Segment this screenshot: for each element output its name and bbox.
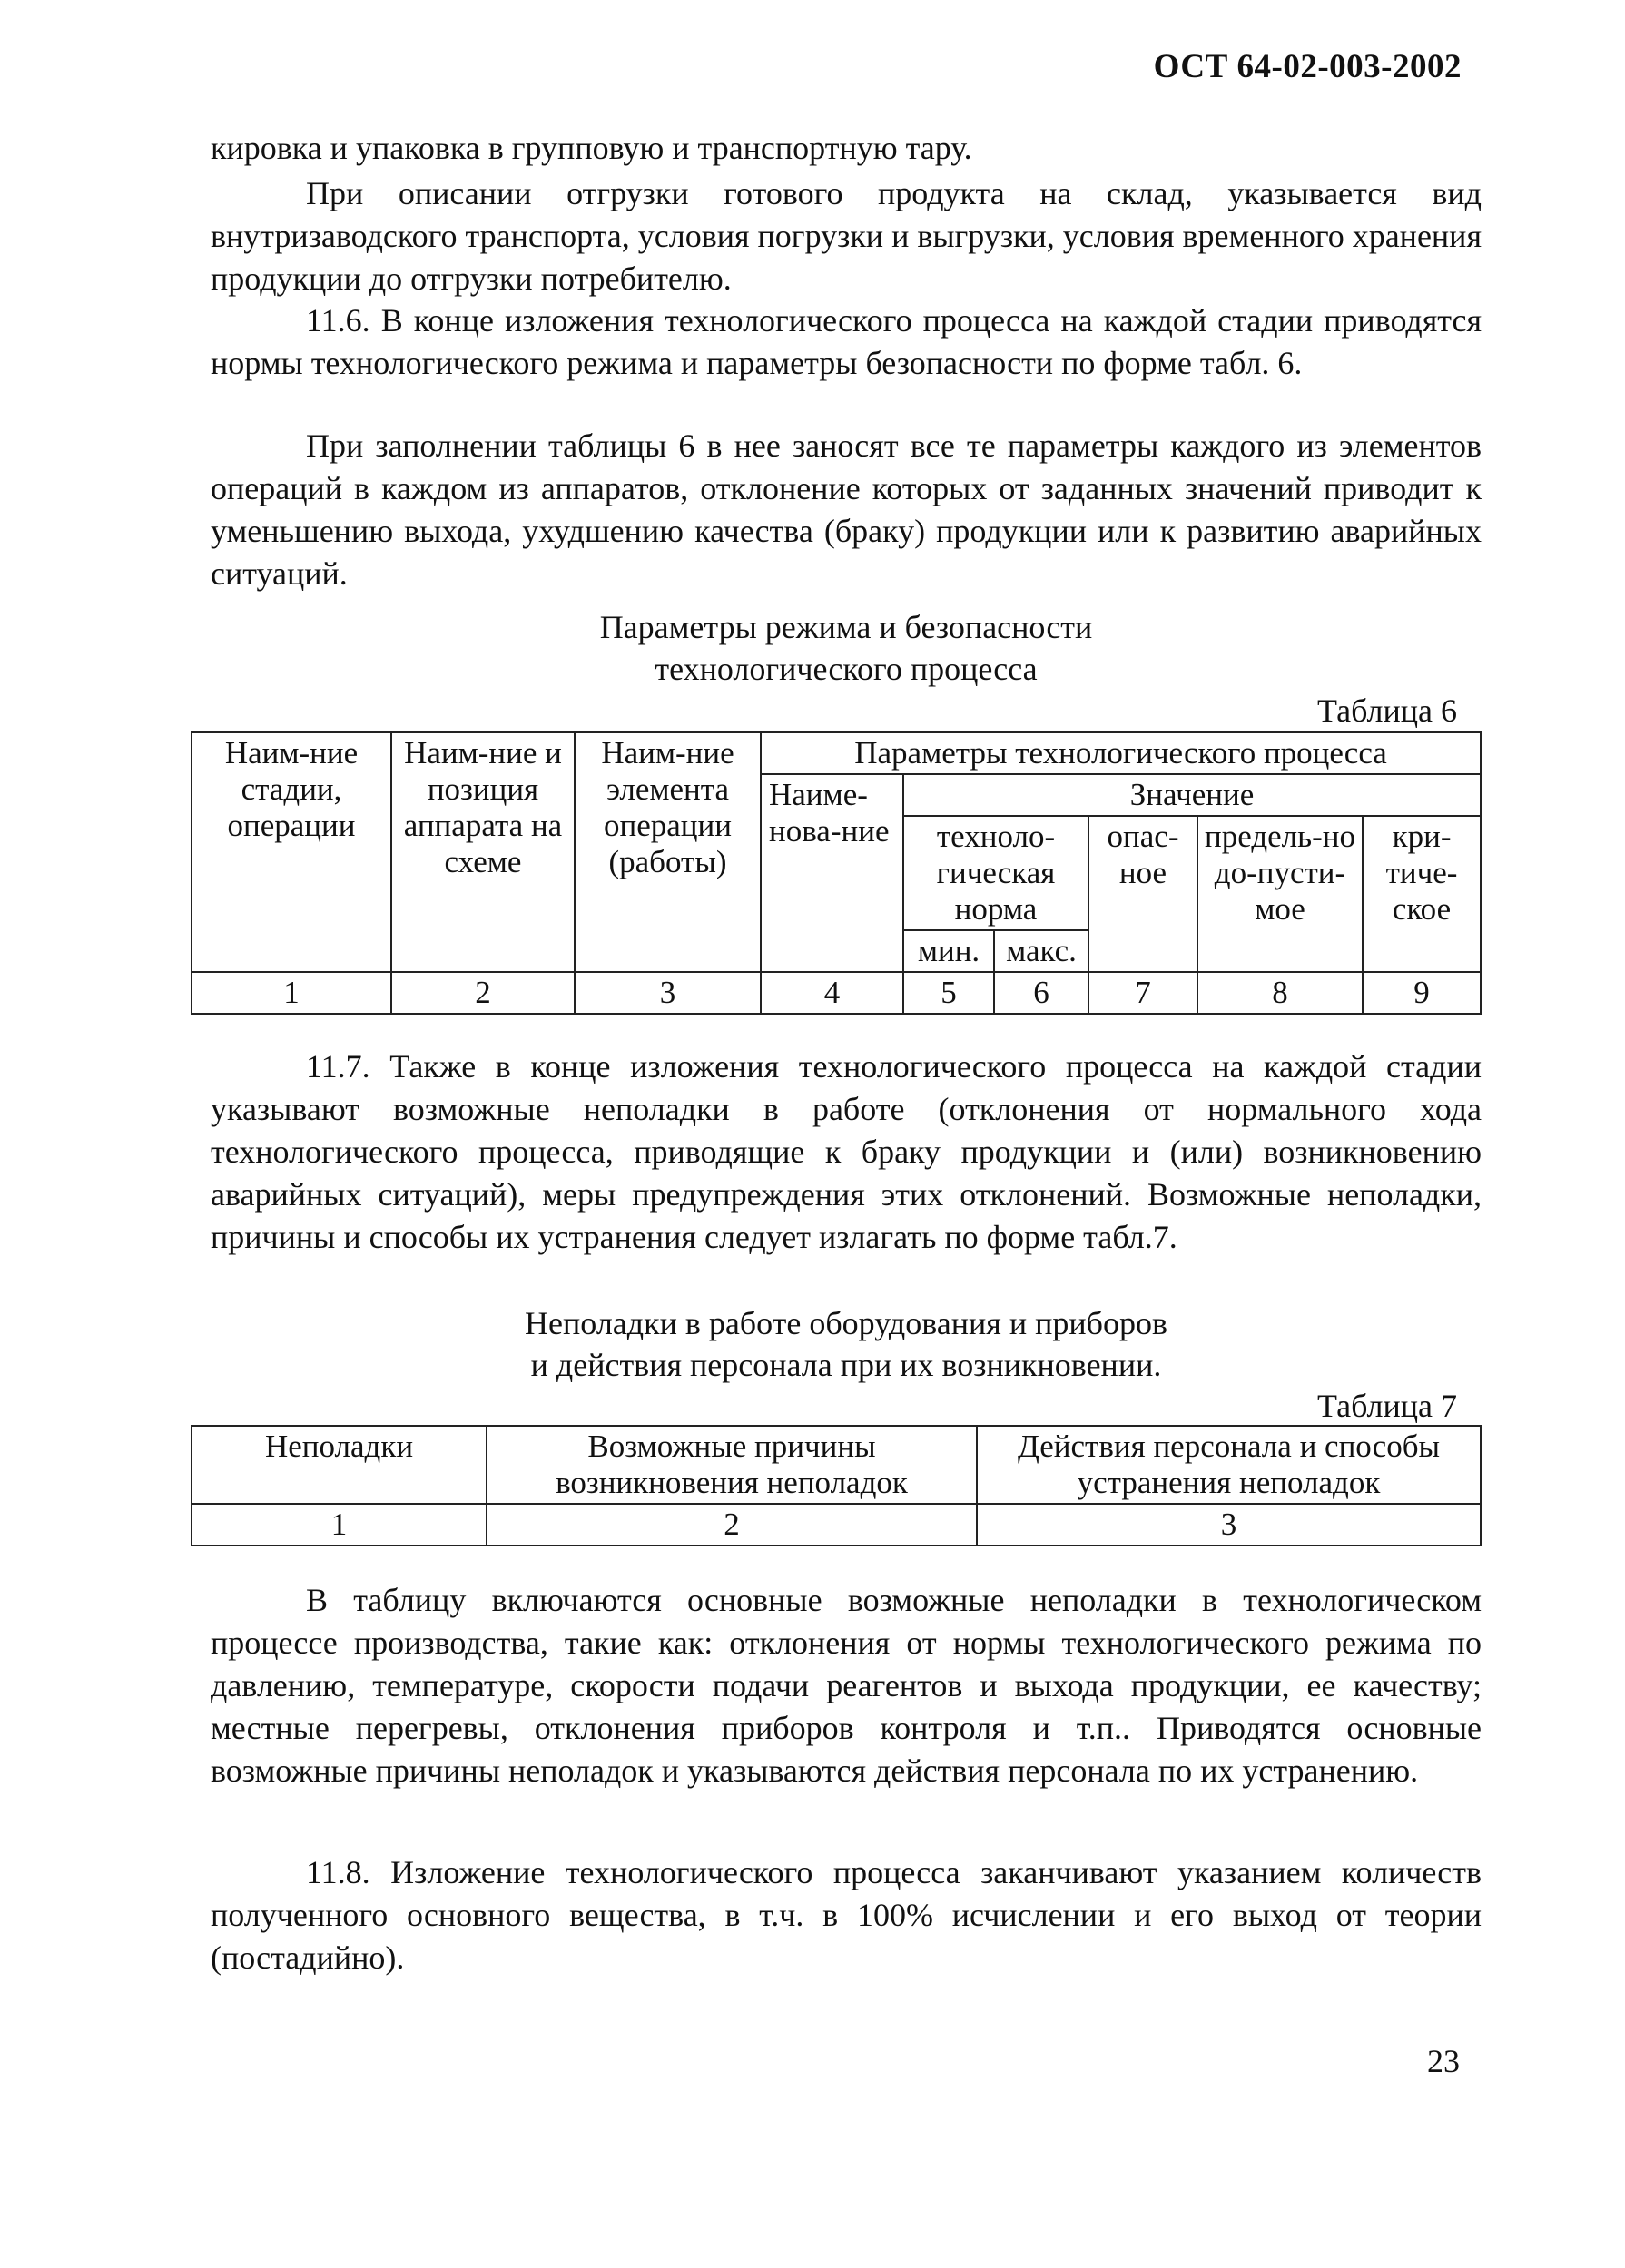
- page-number: 23: [1427, 2043, 1460, 2079]
- t7-num-cell: 3: [977, 1504, 1481, 1546]
- t7-num-cell: 2: [487, 1504, 977, 1546]
- t6-header-params: Параметры технологического процесса: [761, 732, 1481, 774]
- t6-header-stage: Наим-ние стадии, операции: [192, 732, 391, 972]
- table6: [191, 731, 1482, 1015]
- table7-caption-line1: Неполадки в работе оборудования и приборов: [525, 1305, 1167, 1341]
- table7-label: Таблица 7: [1317, 1388, 1457, 1424]
- paragraph-11-7: 11.7. Также в конце изложения технологического процесса на каждой стадии указывают возможные неполадки в работе (отклонения от нормального хода технологического процесса, приводящие к браку продукции и (или) возникновению аварийных ситуаций), меры предупреждения этих отклонений. Возможные неполадки, причины и способы их устранения следует излагать по форме табл.7.: [211, 1048, 1482, 1255]
- t7-num-cell: 1: [192, 1504, 487, 1546]
- t6-header-max: макс.: [994, 930, 1088, 972]
- t6-header-value: Значение: [903, 774, 1481, 816]
- table7-caption: [211, 1302, 1482, 1386]
- t6-number-row: [192, 972, 1481, 1014]
- t6-num-cell: 5: [903, 972, 994, 1014]
- paragraph-continuation: кировка и упаковка в групповую и транспортную тару.: [211, 130, 972, 166]
- t6-num-cell: 2: [391, 972, 575, 1014]
- t6-header-element: Наим-ние элемента операции (работы): [575, 732, 761, 972]
- t6-num-cell: 8: [1197, 972, 1363, 1014]
- t6-header-critical: кри-тиче-ское: [1363, 816, 1481, 972]
- t6-num-cell: 9: [1363, 972, 1481, 1014]
- t6-header-name: Наиме-нова-ние: [761, 774, 903, 972]
- table6-caption-line1: Параметры режима и безопасности: [599, 609, 1093, 645]
- t6-header-dangerous: опас-ное: [1088, 816, 1197, 972]
- t6-header-max-allowed: предель-но до-пусти-мое: [1197, 816, 1363, 972]
- t7-header-causes: Возможные причины возникновения неполадок: [487, 1426, 977, 1504]
- table6-caption: [211, 606, 1482, 690]
- t6-header-apparatus: Наим-ние и позиция аппарата на схеме: [391, 732, 575, 972]
- t6-num-cell: 1: [192, 972, 391, 1014]
- t6-num-cell: 7: [1088, 972, 1197, 1014]
- t6-num-cell: 3: [575, 972, 761, 1014]
- t7-number-row: [192, 1504, 1481, 1546]
- table7: [191, 1425, 1482, 1546]
- t7-header-faults: Неполадки: [192, 1426, 487, 1504]
- t7-header-actions: Действия персонала и способы устранения неполадок: [977, 1426, 1481, 1504]
- table7-caption-line2: и действия персонала при их возникновении.: [530, 1347, 1162, 1383]
- document-code: ОСТ 64-02-003-2002: [1153, 48, 1462, 85]
- paragraph-table6-fill: При заполнении таблицы 6 в нее заносят все те параметры каждого из элементов операций в каждом из аппаратов, отклонение которых от заданных значений приводит к уменьшению выхода, ухудшению качества (браку) продукции или к развитию аварийных ситуаций.: [211, 427, 1482, 592]
- t6-num-cell: 6: [994, 972, 1088, 1014]
- t6-num-cell: 4: [761, 972, 903, 1014]
- paragraph-table7-content: В таблицу включаются основные возможные неполадки в технологическом процессе производства, такие как: отклонения от нормы технологического режима по давлению, температуре, скорости подачи реагентов и выхода продукции, ее качеству; местные перегревы, отклонения приборов контроля и т.п.. Приводятся основные возможные причины неполадок и указываются действия персонала по их устранению.: [211, 1582, 1482, 1789]
- table6-caption-line2: технологического процесса: [655, 651, 1038, 687]
- paragraph-11-8: 11.8. Изложение технологического процесса заканчивают указанием количеств полученного основного вещества, в т.ч. в 100% исчислении и его выход от теории (постадийно).: [211, 1854, 1482, 1976]
- t6-header-tech-norm: техноло-гическая норма: [903, 816, 1088, 930]
- table6-label: Таблица 6: [1317, 692, 1457, 729]
- t6-header-min: мин.: [903, 930, 994, 972]
- paragraph-shipment: При описании отгрузки готового продукта на склад, указывается вид внутризаводского транспорта, условия погрузки и выгрузки, условия временного хранения продукции до отгрузки потребителю.: [211, 175, 1482, 297]
- paragraph-11-6: 11.6. В конце изложения технологического процесса на каждой стадии приводятся нормы технологического режима и параметры безопасности по форме табл. 6.: [211, 302, 1482, 381]
